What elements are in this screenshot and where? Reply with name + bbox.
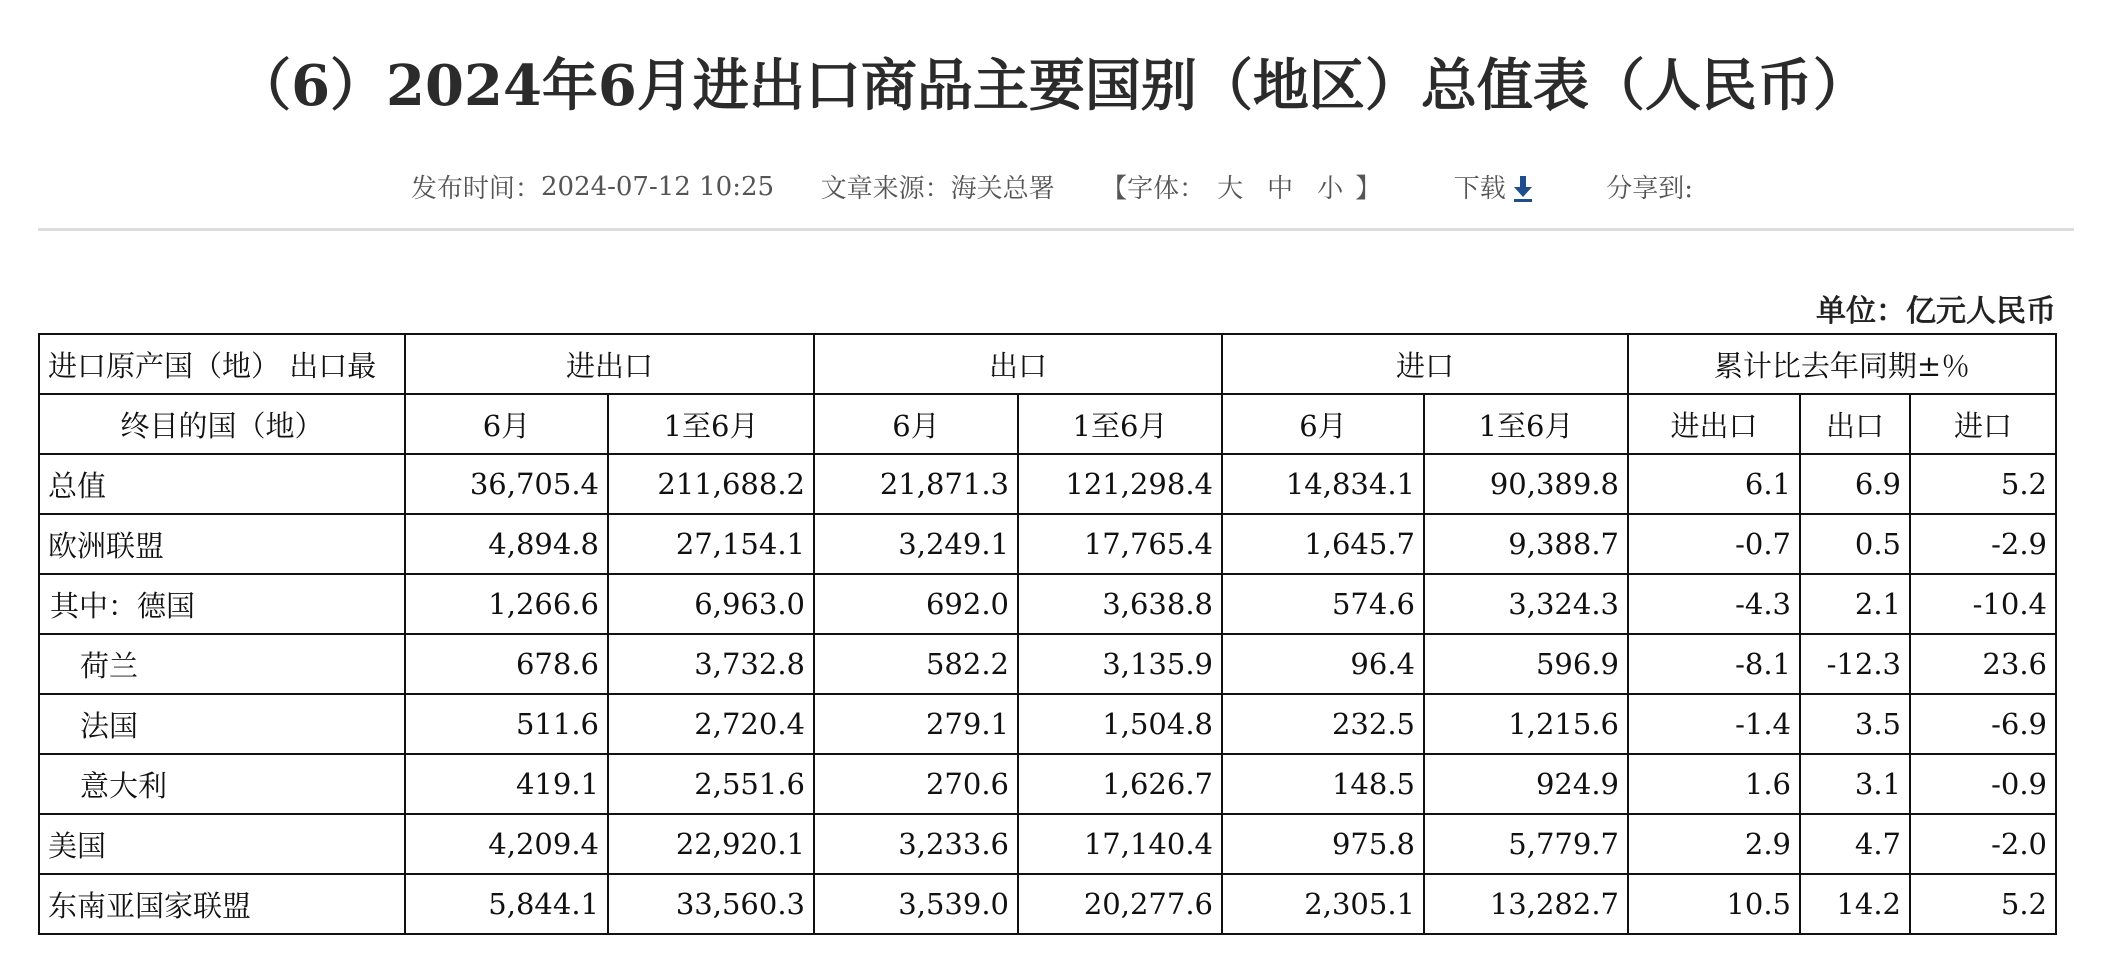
table-cell: -0.9 xyxy=(1910,754,2056,814)
table-cell: 2.9 xyxy=(1628,814,1800,874)
table-row xyxy=(39,754,2056,814)
table-cell: 6,963.0 xyxy=(608,574,814,634)
table-cell: 14,834.1 xyxy=(1222,454,1424,514)
table-cell: 5,844.1 xyxy=(405,874,608,934)
table-cell: 2,720.4 xyxy=(608,694,814,754)
row-label: 欧洲联盟 xyxy=(39,514,405,574)
subheader-cell: 出口 xyxy=(1800,394,1910,454)
table-cell: 5,779.7 xyxy=(1424,814,1628,874)
group-header-yoy: 累计比去年同期±％ xyxy=(1628,334,2056,394)
table-cell: -2.0 xyxy=(1910,814,2056,874)
table-cell: 23.6 xyxy=(1910,634,2056,694)
table-cell: 22,920.1 xyxy=(608,814,814,874)
download-link[interactable] xyxy=(1454,168,1534,205)
table-cell: 14.2 xyxy=(1800,874,1910,934)
table-cell: 17,140.4 xyxy=(1018,814,1222,874)
table-row xyxy=(39,514,2056,574)
table-cell: 33,560.3 xyxy=(608,874,814,934)
table-cell: 1,626.7 xyxy=(1018,754,1222,814)
subheader-cell: 进出口 xyxy=(1628,394,1800,454)
subheader-cell: 1至6月 xyxy=(608,394,814,454)
corner-header-bottom: 终目的国（地） xyxy=(39,394,405,454)
table-cell: 4,894.8 xyxy=(405,514,608,574)
source-label: 文章来源： xyxy=(820,174,951,204)
table-cell: 5.2 xyxy=(1910,454,2056,514)
header-divider xyxy=(38,228,2074,231)
table-row xyxy=(39,814,2056,874)
table-row xyxy=(39,574,2056,634)
table-cell: 232.5 xyxy=(1222,694,1424,754)
table-subheader-row xyxy=(39,394,2056,454)
table-row xyxy=(39,874,2056,934)
table-cell: 3,249.1 xyxy=(814,514,1018,574)
table-row xyxy=(39,634,2056,694)
table-cell: 1,645.7 xyxy=(1222,514,1424,574)
font-medium-link[interactable]: 中 xyxy=(1267,174,1294,204)
font-small-link[interactable]: 小 xyxy=(1317,174,1344,204)
article-meta xyxy=(0,168,2104,205)
table-cell: 3.5 xyxy=(1800,694,1910,754)
table-cell: 6.9 xyxy=(1800,454,1910,514)
trade-table xyxy=(38,333,2057,935)
subheader-cell: 6月 xyxy=(1222,394,1424,454)
table-cell: 1,266.6 xyxy=(405,574,608,634)
table-cell: -4.3 xyxy=(1628,574,1800,634)
table-cell: 419.1 xyxy=(405,754,608,814)
table-cell: 13,282.7 xyxy=(1424,874,1628,934)
table-cell: 3.1 xyxy=(1800,754,1910,814)
table-cell: 692.0 xyxy=(814,574,1018,634)
table-cell: 3,233.6 xyxy=(814,814,1018,874)
table-cell: 2,551.6 xyxy=(608,754,814,814)
table-cell: 20,277.6 xyxy=(1018,874,1222,934)
table-cell: 1.6 xyxy=(1628,754,1800,814)
subheader-cell: 6月 xyxy=(405,394,608,454)
table-cell: -0.7 xyxy=(1628,514,1800,574)
group-header-import: 进口 xyxy=(1222,334,1628,394)
table-cell: 2.1 xyxy=(1800,574,1910,634)
table-cell: 279.1 xyxy=(814,694,1018,754)
table-cell: -2.9 xyxy=(1910,514,2056,574)
table-cell: 0.5 xyxy=(1800,514,1910,574)
table-row xyxy=(39,694,2056,754)
subheader-cell: 进口 xyxy=(1910,394,2056,454)
row-label: 荷兰 xyxy=(39,634,405,694)
table-cell: 3,638.8 xyxy=(1018,574,1222,634)
table-cell: 90,389.8 xyxy=(1424,454,1628,514)
table-cell: 5.2 xyxy=(1910,874,2056,934)
table-cell: 27,154.1 xyxy=(608,514,814,574)
group-header-total: 进出口 xyxy=(405,334,814,394)
row-label: 法国 xyxy=(39,694,405,754)
table-cell: 582.2 xyxy=(814,634,1018,694)
subheader-cell: 1至6月 xyxy=(1018,394,1222,454)
table-cell: 1,215.6 xyxy=(1424,694,1628,754)
group-header-export: 出口 xyxy=(814,334,1222,394)
corner-header-top: 进口原产国（地） 出口最 xyxy=(39,334,405,394)
table-cell: -1.4 xyxy=(1628,694,1800,754)
row-label: 其中：德国 xyxy=(39,574,405,634)
table-cell: -12.3 xyxy=(1800,634,1910,694)
table-cell: -6.9 xyxy=(1910,694,2056,754)
table-cell: 148.5 xyxy=(1222,754,1424,814)
download-arrow-icon xyxy=(1512,170,1534,203)
table-cell: 121,298.4 xyxy=(1018,454,1222,514)
table-cell: 1,504.8 xyxy=(1018,694,1222,754)
table-cell: 3,539.0 xyxy=(814,874,1018,934)
table-cell: 270.6 xyxy=(814,754,1018,814)
table-cell: 3,732.8 xyxy=(608,634,814,694)
table-cell: 6.1 xyxy=(1628,454,1800,514)
publish-time: 2024-07-12 10:25 xyxy=(540,171,775,202)
table-cell: 3,135.9 xyxy=(1018,634,1222,694)
table-cell: 975.8 xyxy=(1222,814,1424,874)
table-cell: 924.9 xyxy=(1424,754,1628,814)
font-size-open: 【字体： xyxy=(1101,174,1206,204)
table-cell: 211,688.2 xyxy=(608,454,814,514)
table-cell: 4.7 xyxy=(1800,814,1910,874)
table-cell: 678.6 xyxy=(405,634,608,694)
table-cell: 36,705.4 xyxy=(405,454,608,514)
table-cell: 2,305.1 xyxy=(1222,874,1424,934)
row-label: 东南亚国家联盟 xyxy=(39,874,405,934)
table-cell: 9,388.7 xyxy=(1424,514,1628,574)
subheader-cell: 6月 xyxy=(814,394,1018,454)
unit-label: 单位：亿元人民币 xyxy=(1816,294,2056,329)
table-cell: -10.4 xyxy=(1910,574,2056,634)
source-name: 海关总署 xyxy=(950,174,1055,204)
table-cell: -8.1 xyxy=(1628,634,1800,694)
table-cell: 596.9 xyxy=(1424,634,1628,694)
table-cell: 21,871.3 xyxy=(814,454,1018,514)
table-cell: 511.6 xyxy=(405,694,608,754)
table-row xyxy=(39,454,2056,514)
table-header-row xyxy=(39,334,2056,394)
row-label: 美国 xyxy=(39,814,405,874)
subheader-cell: 1至6月 xyxy=(1424,394,1628,454)
table-cell: 574.6 xyxy=(1222,574,1424,634)
row-label: 总值 xyxy=(39,454,405,514)
share-label: 分享到: xyxy=(1606,174,1694,204)
page-title: （6）2024年6月进出口商品主要国别（地区）总值表（人民币） xyxy=(235,53,1869,119)
table-cell: 10.5 xyxy=(1628,874,1800,934)
table-cell: 96.4 xyxy=(1222,634,1424,694)
download-label: 下载 xyxy=(1453,174,1506,204)
table-cell: 3,324.3 xyxy=(1424,574,1628,634)
table-cell: 4,209.4 xyxy=(405,814,608,874)
row-label: 意大利 xyxy=(39,754,405,814)
font-large-link[interactable]: 大 xyxy=(1217,174,1244,204)
publish-label: 发布时间： xyxy=(410,174,541,204)
font-size-close: 】 xyxy=(1355,174,1382,204)
table-cell: 17,765.4 xyxy=(1018,514,1222,574)
